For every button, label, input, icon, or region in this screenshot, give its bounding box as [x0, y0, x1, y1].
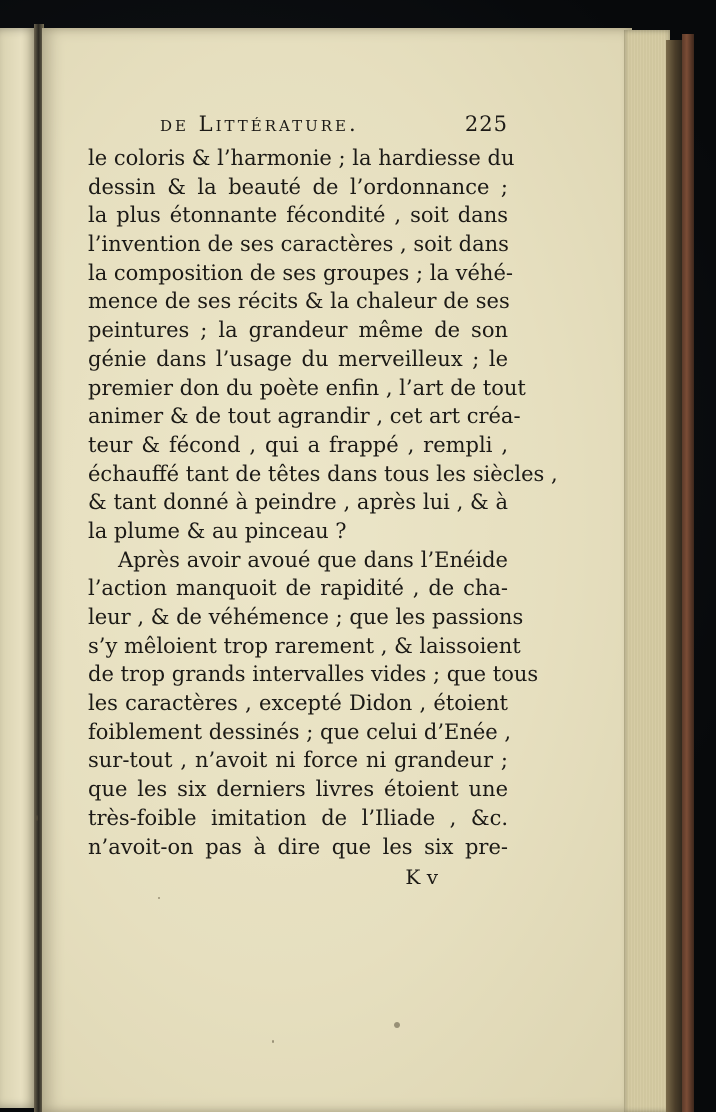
- text-line: peintures ; la grandeur même de son: [88, 318, 508, 343]
- text-line: leur , & de véhémence ; que les passions: [88, 605, 524, 629]
- text-line: premier don du poète enfin , l’art de tout: [88, 375, 526, 400]
- paragraph-start-line: Après avoir avoué que dans l’Enéide: [118, 547, 508, 572]
- previous-page-edge: [0, 28, 38, 1108]
- text-line: mence de ses récits & la chaleur de ses: [88, 289, 510, 314]
- text-line: de trop grands intervalles vides ; que tous: [88, 662, 539, 687]
- text-line: dessin & la beauté de l’ordonnance ;: [88, 174, 508, 199]
- foxing-speck: [272, 1040, 274, 1043]
- page-fore-edge: [624, 30, 670, 1112]
- foxing-speck: [394, 1022, 400, 1028]
- text-line: & tant donné à peindre , après lui , & à: [88, 490, 508, 515]
- text-line: génie dans l’usage du merveilleux ; le: [88, 346, 508, 371]
- text-line: l’action manquoit de rapidité , de cha-: [88, 576, 508, 601]
- page-number: 225: [464, 112, 508, 136]
- text-line: s’y mêloient trop rarement , & laissoient: [88, 633, 521, 658]
- foxing-speck: [36, 815, 38, 821]
- text-line: n’avoit-on pas à dire que les six pre-: [88, 834, 508, 859]
- text-line: les caractères , excepté Didon , étoient: [88, 691, 508, 716]
- page-text-block: [88, 112, 558, 893]
- text-line: la plume & au pinceau ?: [88, 518, 347, 543]
- book-cover-edge: [682, 34, 694, 1112]
- signature-mark: K v: [405, 865, 438, 890]
- text-line: sur-tout , n’avoit ni force ni grandeur ;: [88, 748, 508, 773]
- text-line: la plus étonnante fécondité , soit dans: [88, 203, 508, 228]
- text-line: très-foible imitation de l’Iliade , &c.: [88, 805, 508, 830]
- text-line: teur & fécond , qui a frappé , rempli ,: [88, 432, 508, 457]
- running-head-title: de Littérature.: [160, 112, 359, 136]
- text-line: l’invention de ses caractères , soit dans: [88, 232, 509, 257]
- foxing-speck: [158, 897, 160, 899]
- text-line: que les six derniers livres étoient une: [88, 777, 508, 802]
- text-line: foiblement dessinés ; que celui d’Enée ,: [88, 719, 512, 744]
- text-line: le coloris & l’harmonie ; la hardiesse du: [88, 146, 515, 170]
- text-line: échauffé tant de têtes dans tous les siècles ,: [88, 461, 558, 486]
- text-line: la composition de ses groupes ; la véhé-: [88, 260, 513, 285]
- running-head: [160, 112, 508, 142]
- text-line: animer & de tout agrandir , cet art créa-: [88, 404, 521, 429]
